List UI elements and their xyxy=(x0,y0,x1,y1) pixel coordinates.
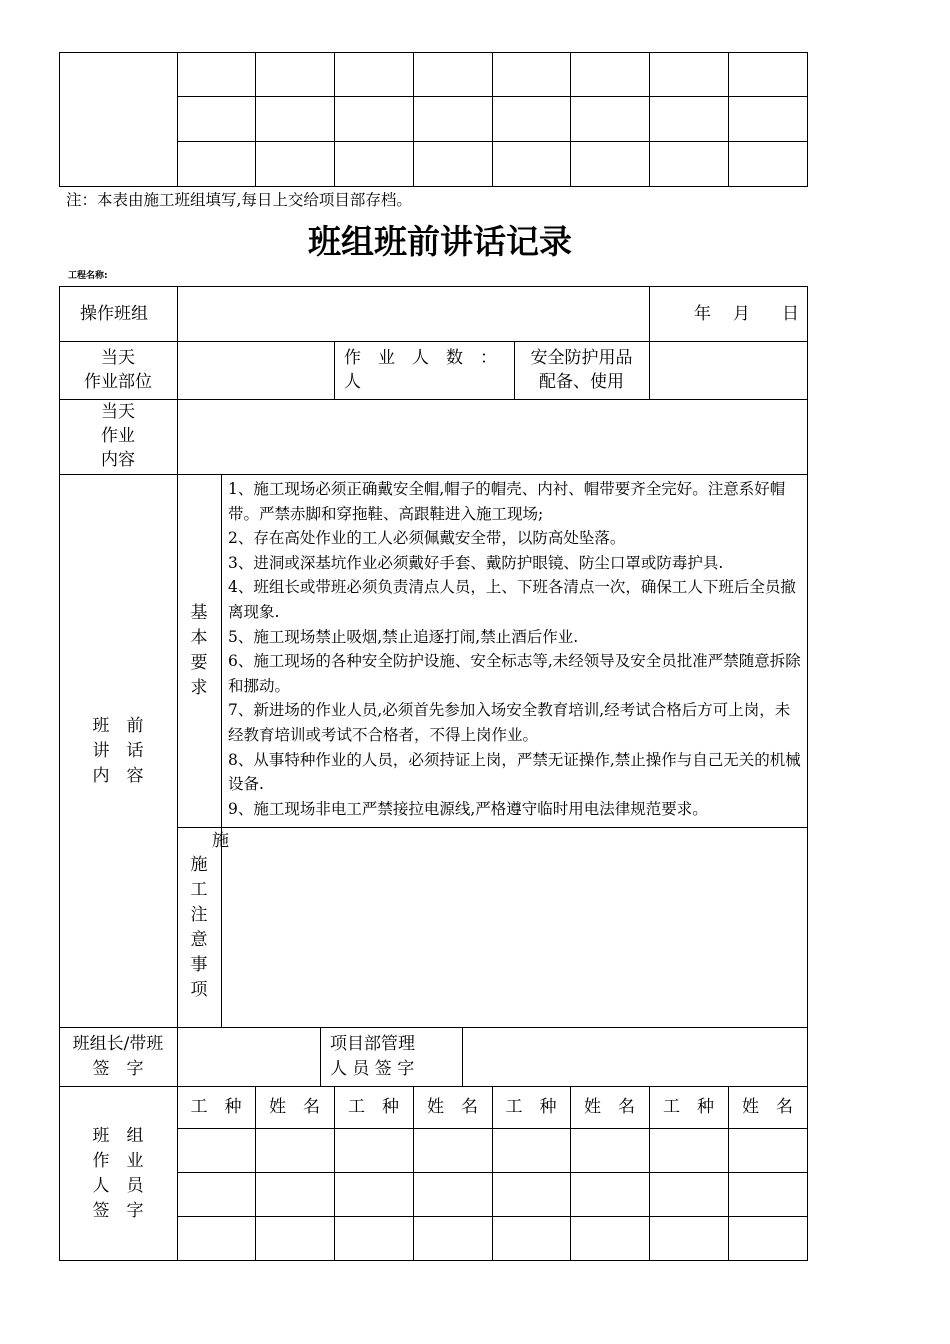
location-label-line2: 作业部位 xyxy=(84,372,152,392)
requirement-item: 5、施工现场禁止吸烟,禁止追逐打闹,禁止酒后作业. xyxy=(228,627,579,646)
header-trade: 工 种 xyxy=(190,1097,242,1117)
mgmt-sign-label-line1: 项目部管理 xyxy=(330,1034,415,1054)
ppe-field[interactable] xyxy=(652,344,804,396)
basic-req-char-1: 基 xyxy=(190,603,208,623)
notes-label-char-3: 注 xyxy=(190,905,208,925)
workers-count-label: 作 业 人 数 ： xyxy=(344,348,497,368)
requirement-item: 2、存在高处作业的工人必须佩戴安全带，以防高处坠落。 xyxy=(228,529,626,548)
header-name: 姓 名 xyxy=(584,1097,635,1117)
page-title: 班组班前讲话记录 xyxy=(308,222,572,261)
requirement-item: 3、进洞或深基坑作业必须戴好手套、戴防护眼镜、防尘口罩或防毒护具. xyxy=(228,553,724,572)
workers-count-unit: 人 xyxy=(344,372,361,392)
leader-sign-field[interactable] xyxy=(180,1030,317,1083)
notes-label-char-4: 意 xyxy=(190,930,208,950)
header-name: 姓 名 xyxy=(427,1097,478,1117)
header-trade: 工 种 xyxy=(348,1097,399,1117)
requirement-item: 9、施工现场非电工严禁接拉电源线,严格遵守临时用电法律规范要求。 xyxy=(228,799,708,818)
note-text: 注：本表由施工班组填写,每日上交给项目部存档。 xyxy=(66,191,412,209)
briefing-label-line3: 内 容 xyxy=(92,766,144,786)
team-label: 操作班组 xyxy=(80,304,148,324)
requirement-item: 1、施工现场必须正确戴安全帽,帽子的帽壳、内衬、帽带要齐全完好。注意系好帽带。严禁赤脚和穿拖鞋、高跟鞋进入施工现场; xyxy=(228,480,786,523)
notes-top-char: 施 xyxy=(212,831,229,851)
basic-req-char-4: 求 xyxy=(190,678,208,698)
basic-req-char-3: 要 xyxy=(190,653,208,673)
workers-label-line3: 人 员 xyxy=(92,1176,144,1196)
header-trade: 工 种 xyxy=(505,1097,557,1117)
requirements-list xyxy=(228,477,802,821)
briefing-label-line2: 讲 话 xyxy=(92,741,144,761)
date-month-label: 月 xyxy=(733,304,750,324)
briefing-label-line1: 班 前 xyxy=(92,716,144,736)
workers-label-line2: 作 业 xyxy=(92,1151,144,1171)
project-name-label: 工程名称: xyxy=(68,271,108,281)
requirement-item: 7、新进场的作业人员,必须首先参加入场安全教育培训,经考试合格后方可上岗，未经教育培训或考试不合格者，不得上岗作业。 xyxy=(228,701,791,744)
workers-label-line1: 班 组 xyxy=(92,1126,144,1146)
ppe-label-line2: 配备、使用 xyxy=(539,372,624,392)
header-trade: 工 种 xyxy=(663,1097,714,1117)
date-day-label: 日 xyxy=(782,304,799,324)
leader-sign-label-line1: 班组长/带班 xyxy=(72,1034,164,1054)
team-field[interactable] xyxy=(180,290,646,338)
basic-req-char-2: 本 xyxy=(190,628,208,648)
requirement-item: 6、施工现场的各种安全防护设施、安全标志等,未经领导及安全员批准严禁随意拆除和挪动。 xyxy=(228,652,801,695)
notes-label-char-1: 施 xyxy=(190,855,208,875)
content-label-line2: 作业 xyxy=(101,426,135,446)
workers-label-line4: 签 字 xyxy=(92,1201,144,1221)
notes-label-char-6: 项 xyxy=(190,980,208,1000)
leader-sign-label-line2: 签 字 xyxy=(92,1059,144,1079)
header-name: 姓 名 xyxy=(742,1097,793,1117)
location-label-line1: 当天 xyxy=(101,348,135,368)
notes-field[interactable] xyxy=(224,830,804,1024)
content-label-line3: 内容 xyxy=(101,450,135,470)
content-field[interactable] xyxy=(180,402,804,471)
notes-label-char-5: 事 xyxy=(190,955,208,975)
date-year-label: 年 xyxy=(694,304,711,324)
header-name: 姓 名 xyxy=(269,1097,320,1117)
mgmt-sign-label-line2: 人 员 签 字 xyxy=(330,1059,415,1079)
mgmt-sign-field[interactable] xyxy=(465,1030,804,1083)
requirement-item: 4、班组长或带班必须负责清点人员，上、下班各清点一次，确保工人下班后全员撤离现象. xyxy=(228,578,796,621)
content-label-line1: 当天 xyxy=(101,402,135,422)
notes-label-char-2: 工 xyxy=(190,880,208,900)
location-field[interactable] xyxy=(180,344,331,396)
ppe-label-line1: 安全防护用品 xyxy=(530,348,633,368)
requirement-item: 8、从事特种作业的人员，必须持证上岗，严禁无证操作,禁止操作与自己无关的机械设备. xyxy=(228,750,801,794)
